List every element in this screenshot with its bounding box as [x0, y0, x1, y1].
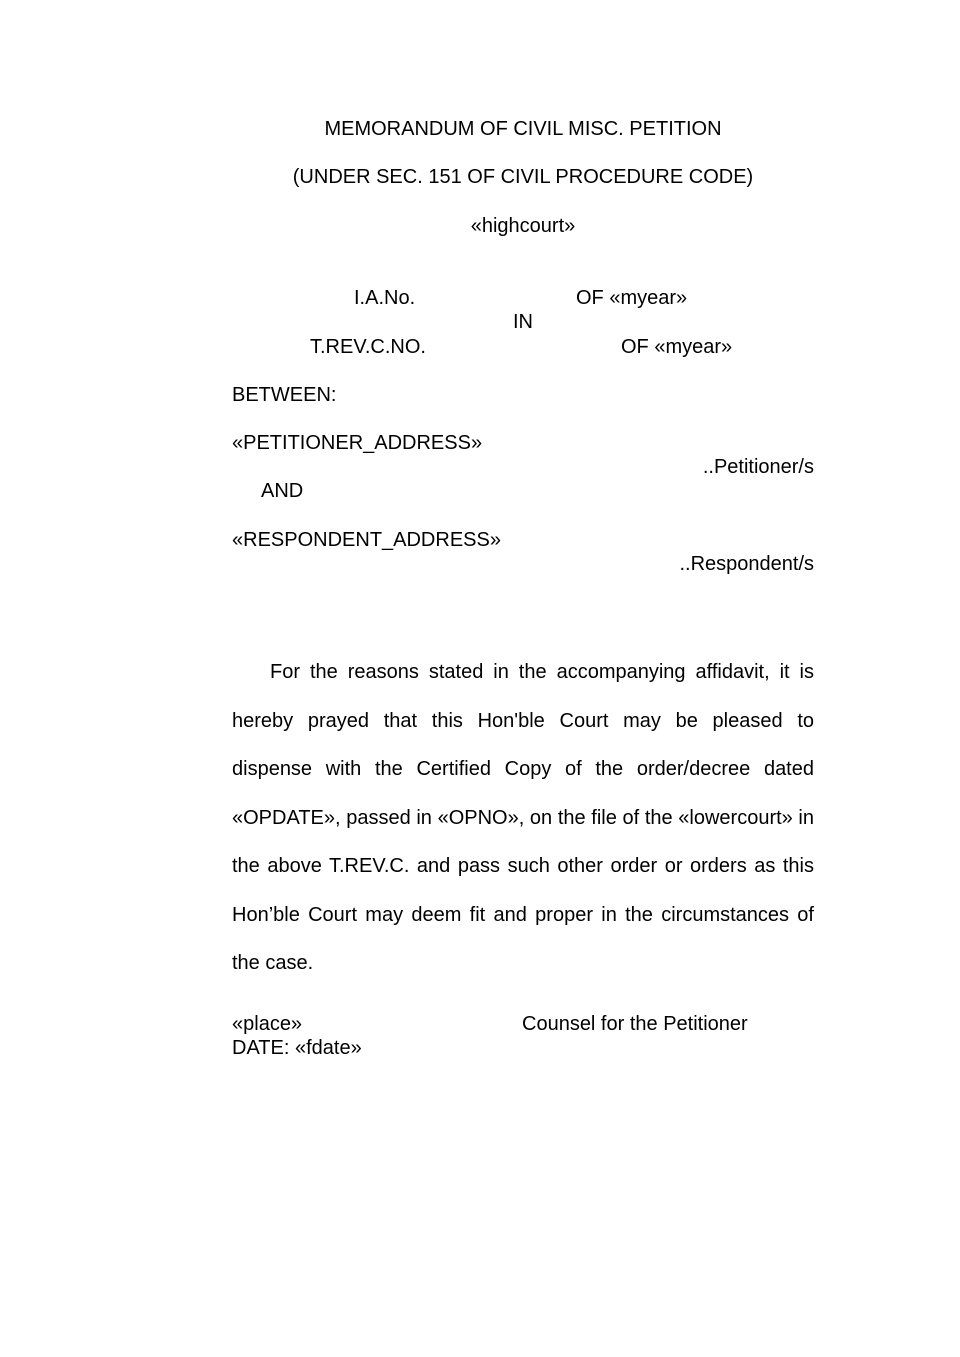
petitioner-address: «PETITIONER_ADDRESS»: [232, 432, 483, 454]
court-name: «highcourt»: [470, 215, 576, 237]
trev-number-label: T.REV.C.NO.: [310, 336, 426, 358]
prayer-paragraph: For the reasons stated in the accompanying affidavit, it is hereby prayed that this Hon'ble Court may be pleased to dispense with the Certified Copy of the order/decree dated «OPDATE», passed in «OPNO», on the file of the «lowercourt» in the above T.REV.C. and pass such other order or orders as this Hon’ble Court may deem fit and proper in the circumstances of the case.: [232, 661, 814, 974]
between-label: BETWEEN:: [232, 384, 337, 406]
counsel-signature: Counsel for the Petitioner: [522, 1013, 748, 1035]
ia-number-label: I.A.No.: [354, 287, 416, 309]
respondent-role: ..Respondent/s: [679, 553, 814, 575]
date: DATE: «fdate»: [232, 1037, 362, 1059]
trev-year: OF «myear»: [621, 336, 733, 358]
ia-year: OF «myear»: [576, 287, 688, 309]
petitioner-role: ..Petitioner/s: [702, 456, 814, 478]
document-title: MEMORANDUM OF CIVIL MISC. PETITION: [324, 118, 722, 140]
in-label: IN: [513, 311, 533, 333]
document-subtitle: (UNDER SEC. 151 OF CIVIL PROCEDURE CODE): [292, 166, 754, 188]
and-label: AND: [261, 480, 304, 502]
respondent-address: «RESPONDENT_ADDRESS»: [232, 529, 501, 551]
place: «place»: [232, 1013, 303, 1035]
